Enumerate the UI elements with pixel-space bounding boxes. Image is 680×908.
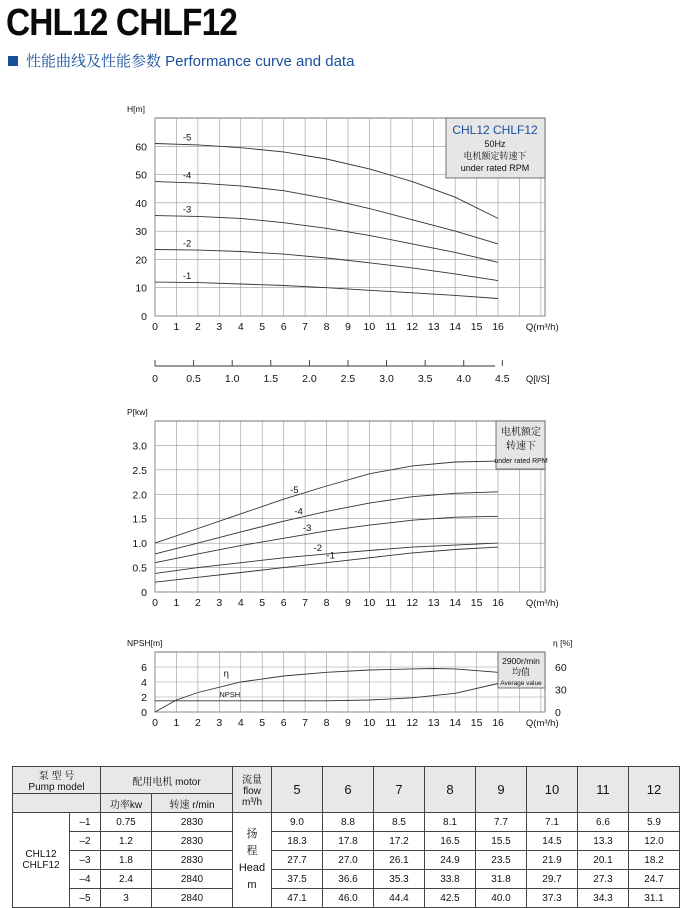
head-cell: 37.3 xyxy=(527,889,578,908)
head-x-tick: 2 xyxy=(194,321,201,333)
head-cell: 29.7 xyxy=(527,870,578,889)
head-curve-label: -2 xyxy=(182,238,192,250)
head-cell: 36.6 xyxy=(323,870,374,889)
ls-axis-tick-label: 3.0 xyxy=(379,373,394,385)
power-cell: 1.8 xyxy=(101,851,152,870)
power-x-tick: 1 xyxy=(173,597,180,609)
head-cell: 35.3 xyxy=(374,870,425,889)
head-cell: 6.6 xyxy=(578,813,629,832)
npsh-x-tick: 6 xyxy=(280,717,287,729)
flow-col-header: 7 xyxy=(374,767,425,813)
ls-axis-label: Q[l/S] xyxy=(525,374,550,385)
power-x-tick: 16 xyxy=(492,597,504,609)
head-curve-label: -3 xyxy=(182,204,192,216)
power-curve-label: -5 xyxy=(290,485,299,497)
head-x-tick: 7 xyxy=(302,321,309,333)
head-x-tick: 3 xyxy=(216,321,223,333)
npsh-legend-en: Average value xyxy=(500,680,542,687)
stage-cell: –5 xyxy=(70,889,101,908)
head-cell: 8.5 xyxy=(374,813,425,832)
power-legend-en: under rated RPM xyxy=(494,458,548,465)
head-cell: 34.3 xyxy=(578,889,629,908)
head-cell: 12.0 xyxy=(629,832,680,851)
head-legend-en: under rated RPM xyxy=(460,163,530,173)
npsh-x-tick: 7 xyxy=(302,717,309,729)
head-cell: 24.7 xyxy=(629,870,680,889)
npsh-x-tick: 2 xyxy=(194,717,201,729)
head-cell: 15.5 xyxy=(476,832,527,851)
npsh-y2-tick: 30 xyxy=(555,684,567,697)
power-x-tick: 7 xyxy=(302,597,309,609)
head-cell: 33.8 xyxy=(425,870,476,889)
head-y-tick: 20 xyxy=(135,254,147,267)
head-cell: 7.7 xyxy=(476,813,527,832)
head-cell: 18.2 xyxy=(629,851,680,870)
power-cell: 0.75 xyxy=(101,813,152,832)
head-x-tick: 13 xyxy=(427,321,440,333)
head-cell: 37.5 xyxy=(272,870,323,889)
head-curve-label: -4 xyxy=(182,170,192,182)
head-legend-cn: 电机额定转速下 xyxy=(463,151,527,161)
flow-col-header: 6 xyxy=(323,767,374,813)
ls-axis-tick-label: 1.0 xyxy=(224,373,240,385)
flow-col-header: 10 xyxy=(527,767,578,813)
head-cell: 9.0 xyxy=(272,813,323,832)
head-cell: 27.3 xyxy=(578,870,629,889)
power-y-tick: 3.0 xyxy=(132,440,147,453)
head-x-tick: 15 xyxy=(470,321,483,333)
head-x-tick: 10 xyxy=(363,321,376,333)
head-y-tick: 30 xyxy=(135,226,147,239)
power-x-tick: 15 xyxy=(470,597,483,609)
power-y-tick: 1.0 xyxy=(132,538,147,551)
head-cell: 46.0 xyxy=(323,889,374,908)
head-label-cell: 扬 程 Head m xyxy=(233,813,272,908)
power-x-tick: 11 xyxy=(385,597,397,609)
efficiency-curve-label: η xyxy=(223,668,229,680)
head-x-tick: 4 xyxy=(237,321,244,333)
head-cell: 47.1 xyxy=(272,889,323,908)
head-cell: 5.9 xyxy=(629,813,680,832)
power-curve-label: -3 xyxy=(302,522,312,534)
head-x-tick: 6 xyxy=(280,321,287,333)
head-cell: 17.8 xyxy=(323,832,374,851)
npsh-x-tick: 14 xyxy=(449,717,462,729)
head-cell: 8.8 xyxy=(323,813,374,832)
head-cell: 7.1 xyxy=(527,813,578,832)
npsh-x-tick: 5 xyxy=(259,717,266,729)
npsh-legend-cn: 均值 xyxy=(511,667,531,677)
power-x-label: Q(m³/h) xyxy=(525,598,559,609)
performance-table xyxy=(12,766,680,908)
npsh-x-tick: 3 xyxy=(216,717,223,729)
speed-cell: 2840 xyxy=(152,870,233,889)
power-x-tick: 6 xyxy=(280,597,287,609)
table-header-flow: 流量 flow m³/h xyxy=(233,767,272,813)
table-header-model: 泵 型 号 Pump model xyxy=(13,767,101,794)
power-y-tick: 2.5 xyxy=(132,464,147,477)
speed-cell: 2830 xyxy=(152,851,233,870)
npsh-x-tick: 0 xyxy=(152,717,158,729)
table-header-motor: 配用电机 motor xyxy=(101,767,233,794)
table-header-speed: 转速 r/min xyxy=(152,794,233,813)
power-x-tick: 13 xyxy=(427,597,440,609)
power-x-tick: 3 xyxy=(216,597,223,609)
head-legend-title: CHL12 CHLF12 xyxy=(452,123,538,137)
power-y-tick: 1.5 xyxy=(132,513,147,526)
head-curve-label: -5 xyxy=(182,132,192,144)
power-curve-label: -1 xyxy=(326,550,335,562)
power-legend-cn1: 电机额定 xyxy=(501,427,541,438)
npsh-x-tick: 8 xyxy=(323,717,330,729)
power-x-tick: 0 xyxy=(152,597,158,609)
head-cell: 23.5 xyxy=(476,851,527,870)
power-cell: 1.2 xyxy=(101,832,152,851)
head-cell: 27.0 xyxy=(323,851,374,870)
npsh-x-tick: 1 xyxy=(173,717,180,729)
npsh-x-tick: 13 xyxy=(427,717,440,729)
subtitle-text: 性能曲线及性能参数 Performance curve and data xyxy=(26,53,355,70)
head-x-tick: 12 xyxy=(406,321,419,333)
head-x-tick: 16 xyxy=(492,321,504,333)
head-cell: 21.9 xyxy=(527,851,578,870)
power-cell: 2.4 xyxy=(101,870,152,889)
power-x-tick: 2 xyxy=(194,597,201,609)
speed-cell: 2830 xyxy=(152,813,233,832)
head-x-tick: 1 xyxy=(173,321,180,333)
head-cell: 27.7 xyxy=(272,851,323,870)
head-curve-label: -1 xyxy=(182,271,192,283)
page-title: CHL12 CHLF12 xyxy=(6,2,237,44)
speed-cell: 2840 xyxy=(152,889,233,908)
npsh-y-tick: 2 xyxy=(141,692,147,704)
power-x-tick: 12 xyxy=(406,597,419,609)
ls-axis-tick-label: 3.5 xyxy=(417,373,433,385)
power-x-tick: 5 xyxy=(259,597,266,609)
head-cell: 14.5 xyxy=(527,832,578,851)
head-y-label: H[m] xyxy=(127,104,145,114)
power-y-label: P[kw] xyxy=(127,407,148,417)
ls-axis-tick-label: 4.0 xyxy=(456,373,472,385)
flow-col-header: 9 xyxy=(476,767,527,813)
head-x-tick: 9 xyxy=(345,321,351,333)
flow-col-header: 5 xyxy=(272,767,323,813)
npsh-x-tick: 16 xyxy=(492,717,504,729)
table-header-model-sub xyxy=(13,794,101,813)
power-x-tick: 10 xyxy=(363,597,376,609)
npsh-y2-tick: 0 xyxy=(555,707,561,719)
head-y-tick: 60 xyxy=(135,141,147,154)
npsh-y-tick: 6 xyxy=(141,662,147,674)
power-y-tick: 2.0 xyxy=(132,489,147,502)
head-x-tick: 5 xyxy=(259,321,266,333)
npsh-y-tick: 0 xyxy=(141,707,147,719)
npsh-curve-label: NPSH xyxy=(219,689,241,699)
head-x-tick: 11 xyxy=(385,321,397,333)
npsh-x-label: Q(m³/h) xyxy=(525,718,559,729)
flow-col-header: 8 xyxy=(425,767,476,813)
flow-col-header: 11 xyxy=(578,767,629,813)
power-legend-cn2: 转速下 xyxy=(506,441,536,452)
npsh-y2-label: η [%] xyxy=(553,638,573,648)
power-x-tick: 8 xyxy=(323,597,330,609)
ls-axis-tick-label: 1.5 xyxy=(263,373,279,385)
ls-axis-tick-label: 2.5 xyxy=(340,373,356,385)
power-curve-label: -4 xyxy=(294,506,303,518)
head-y-tick: 40 xyxy=(135,197,147,210)
power-x-tick: 4 xyxy=(237,597,244,609)
head-cell: 44.4 xyxy=(374,889,425,908)
power-curve-label: -2 xyxy=(313,543,323,555)
stage-cell: –4 xyxy=(70,870,101,889)
ls-axis-tick-label: 0.5 xyxy=(186,373,201,385)
power-x-tick: 9 xyxy=(345,597,351,609)
head-cell: 42.5 xyxy=(425,889,476,908)
npsh-x-tick: 11 xyxy=(385,717,397,729)
ls-axis-tick-label: 2.0 xyxy=(302,373,317,385)
head-x-tick: 14 xyxy=(449,321,462,333)
power-x-tick: 14 xyxy=(449,597,462,609)
head-cell: 20.1 xyxy=(578,851,629,870)
head-legend-freq: 50Hz xyxy=(484,139,506,149)
power-cell: 3 xyxy=(101,889,152,908)
npsh-y-tick: 4 xyxy=(141,677,147,689)
head-cell: 17.2 xyxy=(374,832,425,851)
table-header-power: 功率kw xyxy=(101,794,152,813)
ls-axis-tick-label: 4.5 xyxy=(495,373,510,385)
stage-cell: –1 xyxy=(70,813,101,832)
npsh-legend-speed: 2900r/min xyxy=(502,656,540,666)
head-cell: 24.9 xyxy=(425,851,476,870)
head-cell: 31.8 xyxy=(476,870,527,889)
model-name-cell: CHL12 CHLF12 xyxy=(13,813,70,908)
head-cell: 13.3 xyxy=(578,832,629,851)
npsh-y-label: NPSH[m] xyxy=(127,638,163,648)
power-y-tick: 0 xyxy=(141,587,147,599)
npsh-x-tick: 9 xyxy=(345,717,351,729)
npsh-x-tick: 15 xyxy=(470,717,483,729)
stage-cell: –3 xyxy=(70,851,101,870)
head-cell: 31.1 xyxy=(629,889,680,908)
head-cell: 8.1 xyxy=(425,813,476,832)
speed-cell: 2830 xyxy=(152,832,233,851)
npsh-x-tick: 12 xyxy=(406,717,419,729)
head-y-tick: 0 xyxy=(141,311,147,323)
npsh-x-tick: 4 xyxy=(237,717,244,729)
npsh-y2-tick: 60 xyxy=(555,662,567,674)
power-y-tick: 0.5 xyxy=(132,562,147,575)
head-cell: 16.5 xyxy=(425,832,476,851)
stage-cell: –2 xyxy=(70,832,101,851)
head-cell: 40.0 xyxy=(476,889,527,908)
head-y-tick: 10 xyxy=(135,282,147,295)
head-cell: 18.3 xyxy=(272,832,323,851)
head-x-tick: 0 xyxy=(152,321,158,333)
head-y-tick: 50 xyxy=(135,169,147,182)
flow-col-header: 12 xyxy=(629,767,680,813)
head-x-tick: 8 xyxy=(323,321,330,333)
ls-axis-tick-label: 0 xyxy=(152,373,158,385)
head-cell: 26.1 xyxy=(374,851,425,870)
head-x-label: Q(m³/h) xyxy=(525,322,559,333)
npsh-x-tick: 10 xyxy=(363,717,376,729)
